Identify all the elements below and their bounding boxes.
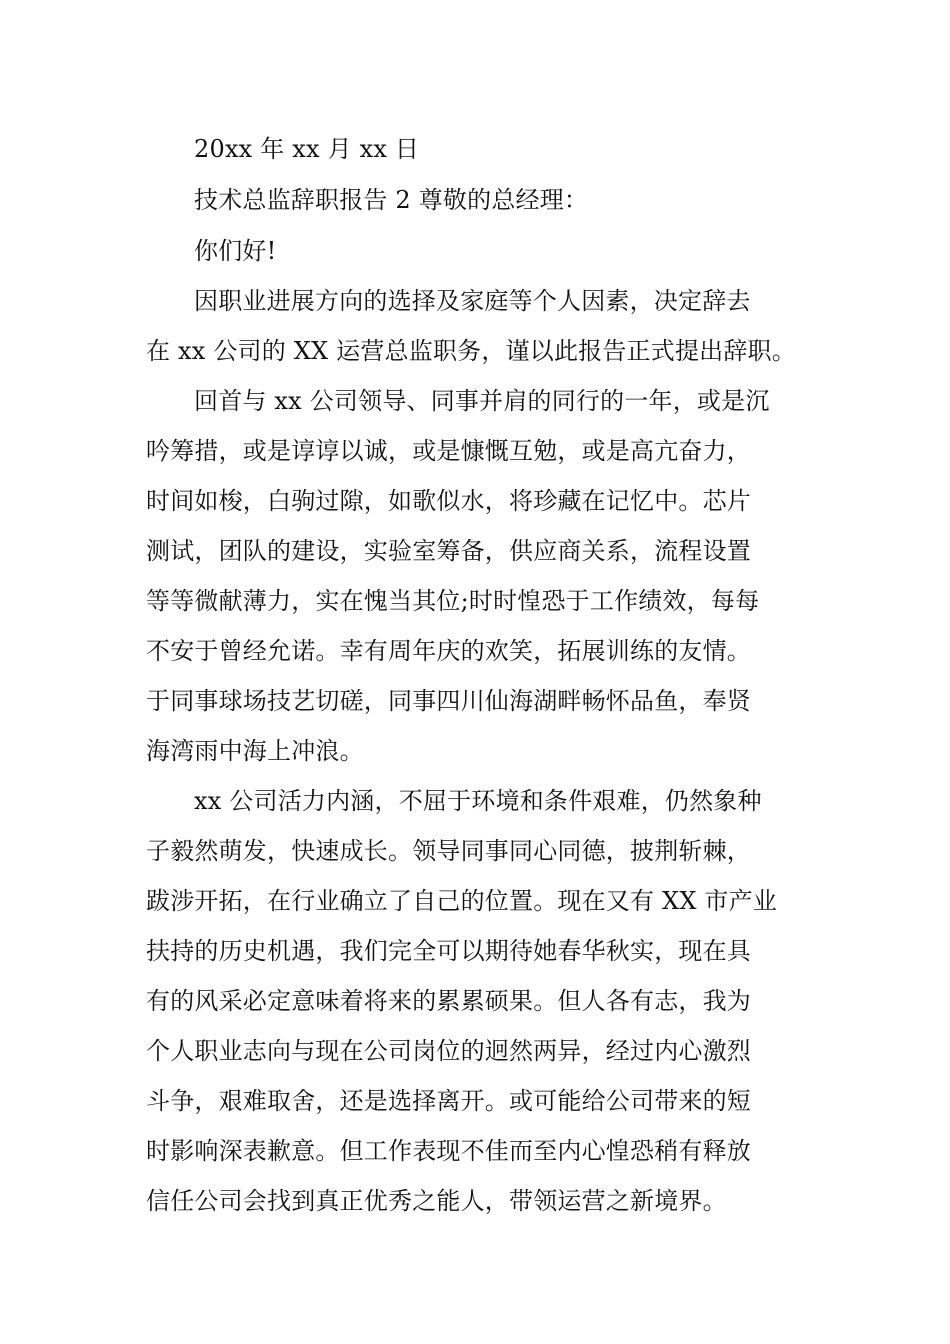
paragraph-3-line-2: 子毅然萌发，快速成长。领导同事同心同德，披荆斩棘， <box>146 837 751 865</box>
date-line: 20xx 年 xx 月 xx 日 <box>194 135 420 163</box>
paragraph-2-line-2: 吟筹措，或是谆谆以诚，或是慷慨互勉，或是高亢奋力， <box>146 437 751 465</box>
paragraph-1-line-2: 在 xx 公司的 XX 运营总监职务，谨以此报告正式提出辞职。 <box>146 337 796 365</box>
salutation-line: 技术总监辞职报告 2 尊敬的总经理： <box>194 186 589 214</box>
paragraph-3-line-4: 扶持的历史机遇，我们完全可以期待她春华秋实，现在具 <box>146 937 751 965</box>
paragraph-2-line-1: 回首与 xx 公司领导、同事并肩的同行的一年，或是沉 <box>194 387 770 415</box>
paragraph-3-line-1: xx 公司活力内涵，不屈于环境和条件艰难，仍然象种 <box>194 787 762 815</box>
paragraph-3-line-5: 有的风采必定意味着将来的累累硕果。但人各有志，我为 <box>146 987 751 1015</box>
paragraph-3-line-9: 信任公司会找到真正优秀之能人，带领运营之新境界。 <box>146 1187 727 1215</box>
paragraph-2-line-4: 测试，团队的建设，实验室筹备，供应商关系，流程设置 <box>146 537 751 565</box>
paragraph-1-line-1: 因职业进展方向的选择及家庭等个人因素，决定辞去 <box>194 287 751 315</box>
greeting-line: 你们好! <box>194 237 277 265</box>
paragraph-3-line-3: 跋涉开拓，在行业确立了自己的位置。现在又有 XX 市产业 <box>146 887 778 915</box>
paragraph-2-line-3: 时间如梭，白驹过隙，如歌似水，将珍藏在记忆中。芯片 <box>146 487 751 515</box>
paragraph-2-line-5: 等等微献薄力，实在愧当其位;时时惶恐于工作绩效，每每 <box>146 587 760 615</box>
paragraph-3-line-7: 斗争，艰难取舍，还是选择离开。或可能给公司带来的短 <box>146 1087 751 1115</box>
paragraph-2-line-6: 不安于曾经允诺。幸有周年庆的欢笑，拓展训练的友情。 <box>146 637 751 665</box>
paragraph-2-line-8: 海湾雨中海上冲浪。 <box>146 737 364 765</box>
paragraph-3-line-6: 个人职业志向与现在公司岗位的迥然两异，经过内心激烈 <box>146 1037 751 1065</box>
paragraph-2-line-7: 于同事球场技艺切磋，同事四川仙海湖畔畅怀品鱼，奉贤 <box>146 687 751 715</box>
paragraph-3-line-8: 时影响深表歉意。但工作表现不佳而至内心惶恐稍有释放 <box>146 1137 751 1165</box>
